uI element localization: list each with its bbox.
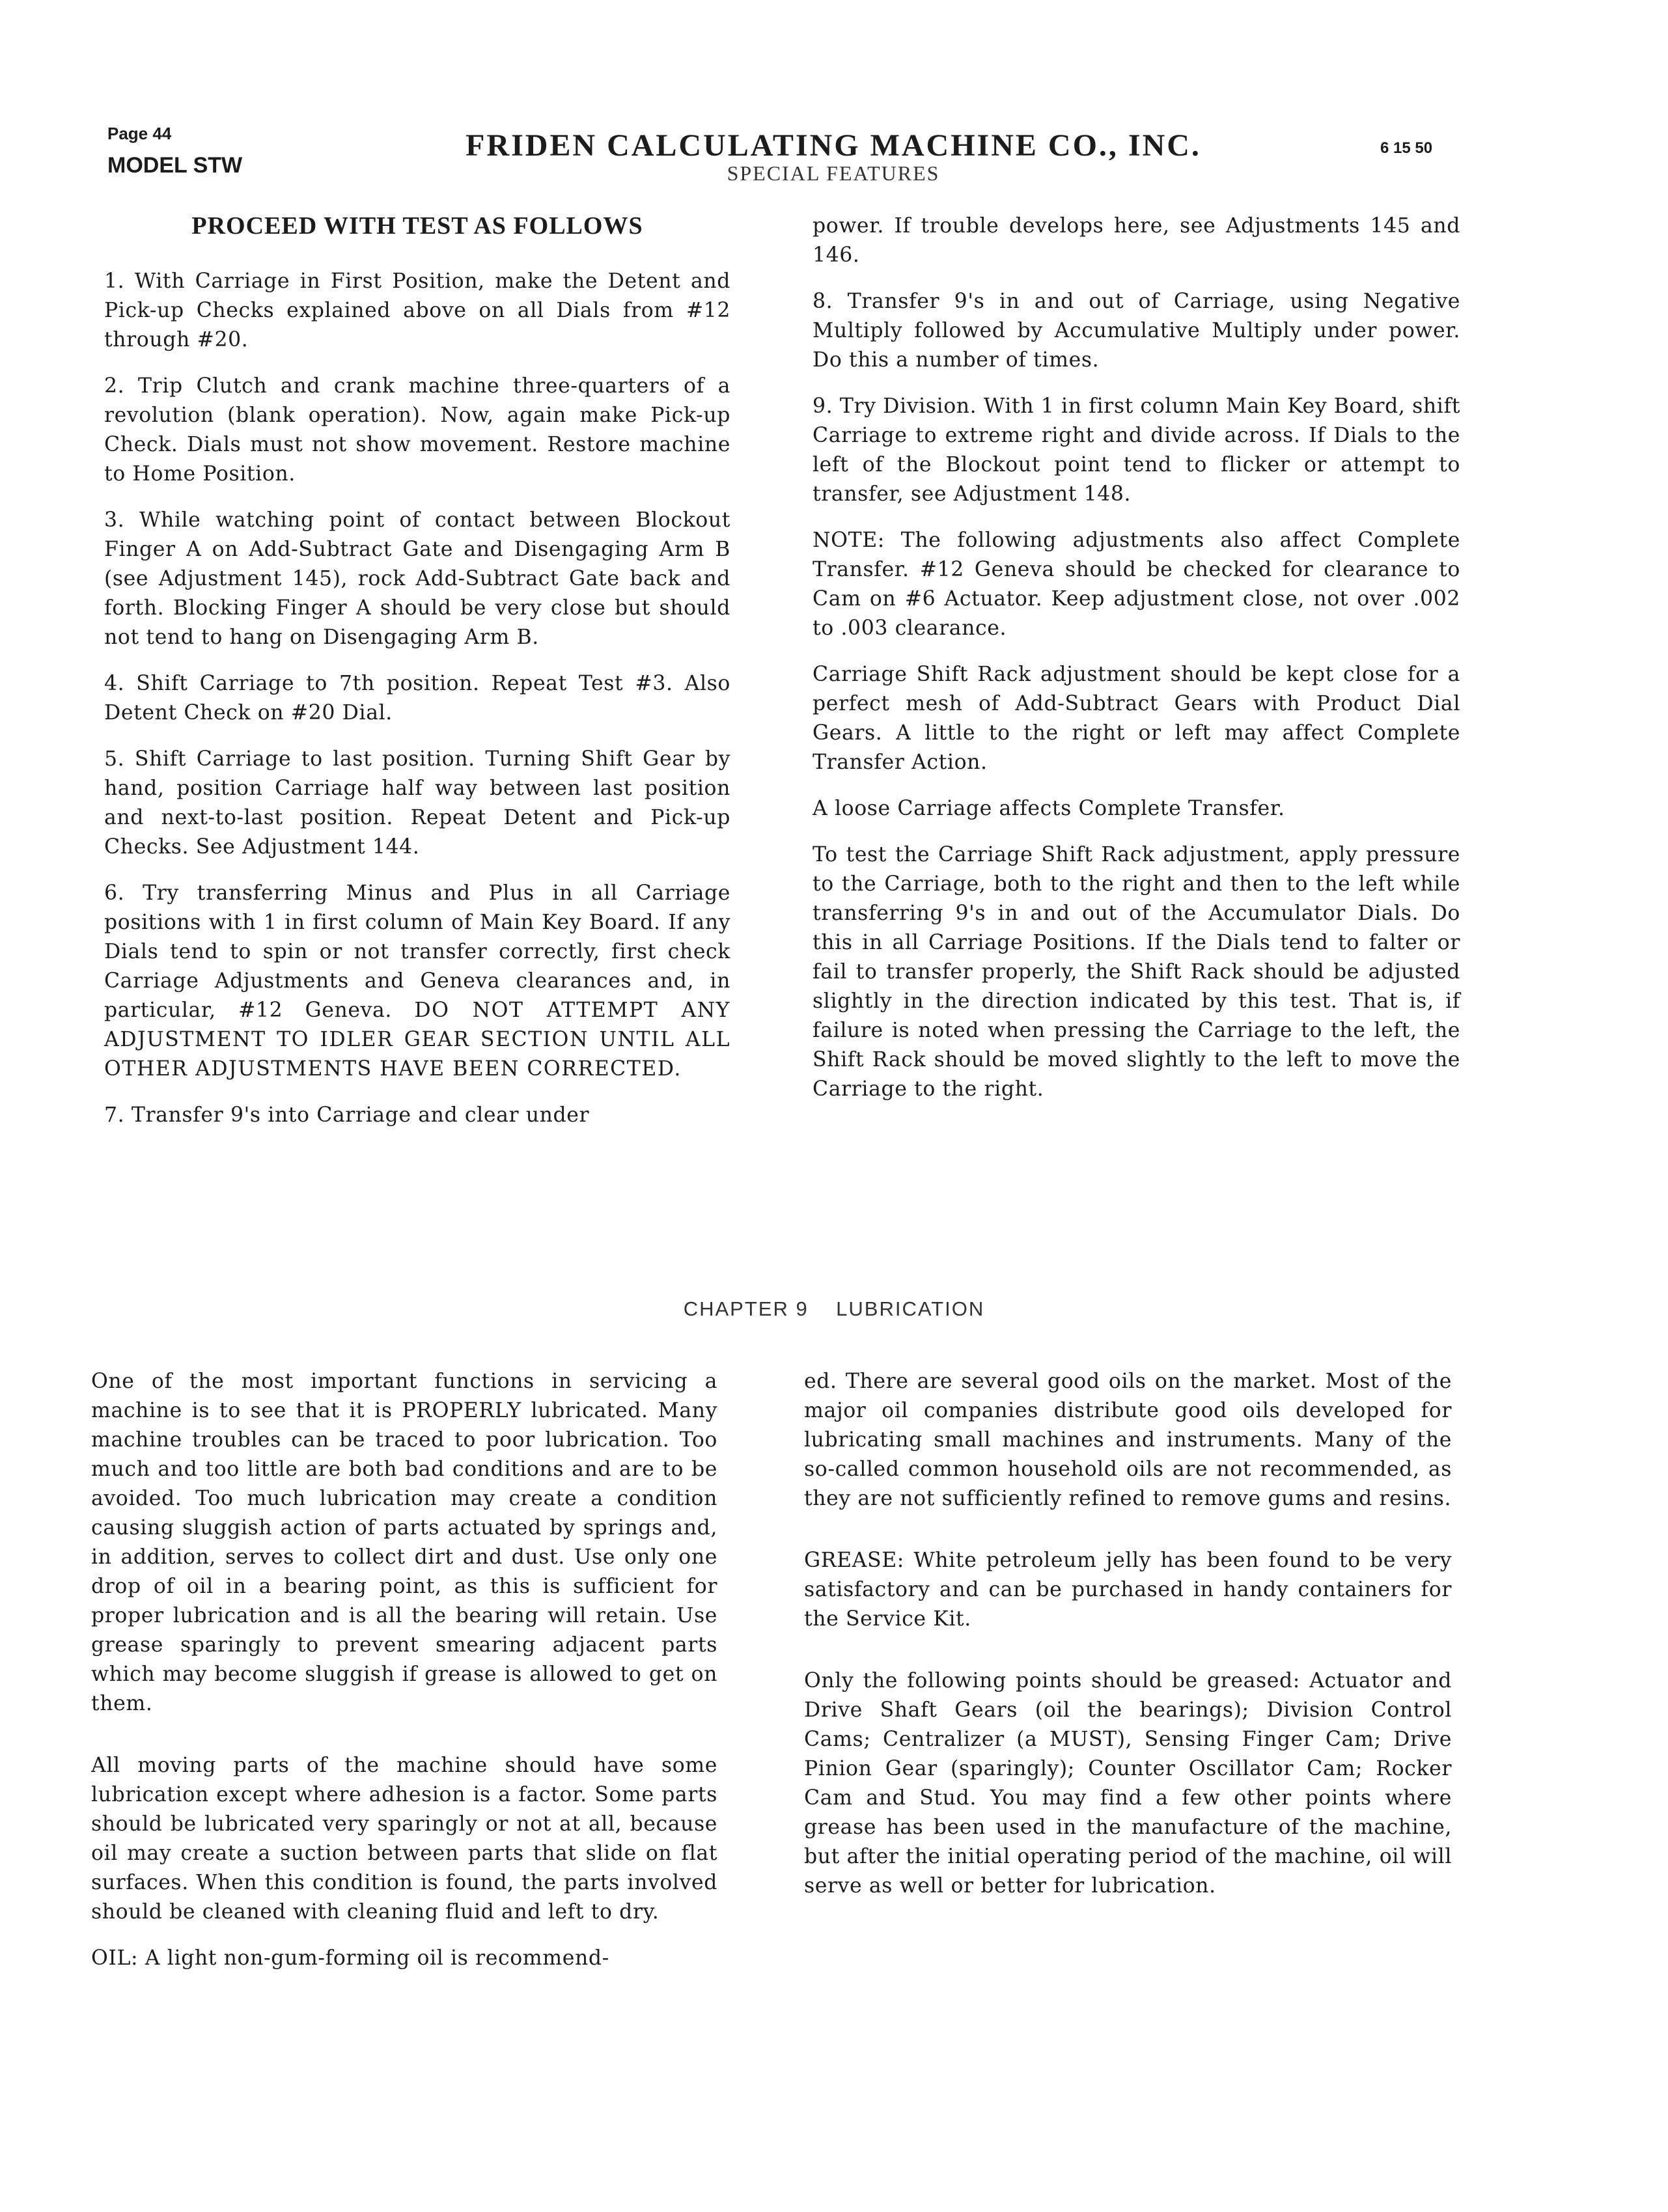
lubrication-grease: GREASE: White petroleum jelly has been found to be very satisfactory and can be purchased in handy containers for the Service Kit. <box>804 1549 1452 1631</box>
test-left-column <box>104 212 730 1147</box>
lubrication-intro: One of the most important functions in servicing a machine is to see that it is PROPERLY lubricated. Many machine troubles can be traced to poor lubrication. Too much and too little are both bad conditions and are to be avoided. Too much lubrication may create a condition causing sluggish action of parts actuated by springs and, in addition, serves to collect dirt and dust. Use only one drop of oil in a bearing point, as this is sufficient for proper lubrication and is all the bearing will retain. Use grease sparingly to prevent smearing adjacent parts which may become sluggish if grease is allowed to get on them. <box>91 1370 717 1715</box>
lubrication-left-column <box>91 1367 717 1990</box>
test-item-6 <box>104 879 730 1084</box>
test-item-7: 7. Transfer 9's into Carriage and clear under <box>104 1103 590 1127</box>
test-item-8: 8. Transfer 9's in and out of Carriage, using Negative Multiply followed by Accumulative Multiply under power. Do this a number of times. <box>813 290 1460 372</box>
test-item-4: 4. Shift Carriage to 7th position. Repeat Test #3. Also Detent Check on #20 Dial. <box>104 672 730 725</box>
test-item-1: 1. With Carriage in First Position, make the Detent and Pick-up Checks explained above on all Dials from #12 through #20. <box>104 270 730 352</box>
company-title: FRIDEN CALCULATING MACHINE CO., INC. <box>466 128 1201 163</box>
chapter-title: LUBRICATION <box>836 1297 985 1320</box>
page-header-left <box>107 124 242 178</box>
lubrication-oil: OIL: A light non-gum-forming oil is recommend- <box>91 1946 609 1970</box>
test-item-6-text: 6. Try transferring Minus and Plus in all Carriage positions with 1 in first column of Main Key Board. If any Dials tend to spin or not transfer correctly, first check Carriage Adjustments and Geneva clearances and, in particular, #12 Geneva. <box>104 881 730 1022</box>
test-item-9: 9. Try Division. With 1 in first column Main Key Board, shift Carriage to extreme right and divide across. If Dials to the left of the Blockout point tend to flicker or attempt to transfer, see Adjustment 148. <box>813 394 1460 506</box>
chapter-heading <box>0 1297 1668 1321</box>
model-label: MODEL STW <box>107 153 243 178</box>
test-item-5: 5. Shift Carriage to last position. Turning Shift Gear by hand, position Carriage half way between last position and next-to-last position. Repeat Detent and Pick-up Checks. See Adjustment 144. <box>104 747 730 859</box>
note-paragraph: NOTE: The following adjustments also affect Complete Transfer. #12 Geneva should be checked for clearance to Cam on #6 Actuator. Keep adjustment close, not over .002 to .003 clearance. <box>813 529 1460 640</box>
lubrication-oil-cont: ed. There are several good oils on the market. Most of the major oil companies distribute good oils developed for lubricating small machines and instruments. Many of the so-called common household oils are not recommended, as they are not sufficiently refined to remove gums and resins. <box>804 1370 1452 1510</box>
test-item-6-warning: DO NOT ATTEMPT ANY ADJUSTMENT TO IDLER GEAR SECTION UNTIL ALL OTHER ADJUSTMENTS HAVE BEEN CORRECTED. <box>104 999 730 1081</box>
test-right-column <box>813 212 1460 1121</box>
chapter-label: CHAPTER 9 <box>683 1297 809 1320</box>
test-item-2: 2. Trip Clutch and crank machine three-quarters of a revolution (blank operation). Now, again make Pick-up Check. Dials must not show movement. Restore machine to Home Position. <box>104 374 730 486</box>
test-item-7-cont: power. If trouble develops here, see Adjustments 145 and 146. <box>813 214 1460 267</box>
lubrication-grease-points: Only the following points should be greased: Actuator and Drive Shaft Gears (oil the bearings); Division Control Cams; Centralizer (a MUST), Sensing Finger Cam; Drive Pinion Gear (sparingly); Counter Oscillator Cam; Rocker Cam and Stud. You may find a few other points where grease has been used in the manufacture of the machine, but after the initial operating period of the machine, oil will serve as well or better for lubrication. <box>804 1669 1452 1898</box>
lubrication-right-column <box>804 1367 1452 1918</box>
page-date: 6 15 50 <box>1380 139 1433 157</box>
page-number: Page 44 <box>107 124 172 143</box>
lubrication-moving-parts: All moving parts of the machine should have some lubrication except where adhesion is a factor. Some parts should be lubricated very sparingly or not at all, because oil may create a suction between parts that slide on flat surfaces. When this condition is found, the parts involved should be cleaned with cleaning fluid and left to dry. <box>91 1754 717 1924</box>
section-subtitle: SPECIAL FEATURES <box>727 161 940 185</box>
test-heading: PROCEED WITH TEST AS FOLLOWS <box>191 212 643 240</box>
shift-rack-test-paragraph: To test the Carriage Shift Rack adjustment, apply pressure to the Carriage, both to the right and then to the left while transferring 9's in and out of the Accumulator Dials. Do this in all Carriage Positions. If the Dials tend to falter or fail to transfer properly, the Shift Rack should be adjusted slightly in the direction indicated by this test. That is, if failure is noted when pressing the Carriage to the left, the Shift Rack should be moved slightly to the left to move the Carriage to the right. <box>813 843 1460 1101</box>
loose-carriage-paragraph: A loose Carriage affects Complete Transfer. <box>813 797 1285 820</box>
shift-rack-paragraph: Carriage Shift Rack adjustment should be kept close for a perfect mesh of Add-Subtract Gears with Product Dial Gears. A little to the right or left may affect Complete Transfer Action. <box>813 663 1460 774</box>
test-item-3: 3. While watching point of contact between Blockout Finger A on Add-Subtract Gate and Disengaging Arm B (see Adjustment 145), rock Add-Subtract Gate back and forth. Blocking Finger A should be very close but should not tend to hang on Disengaging Arm B. <box>104 508 730 649</box>
